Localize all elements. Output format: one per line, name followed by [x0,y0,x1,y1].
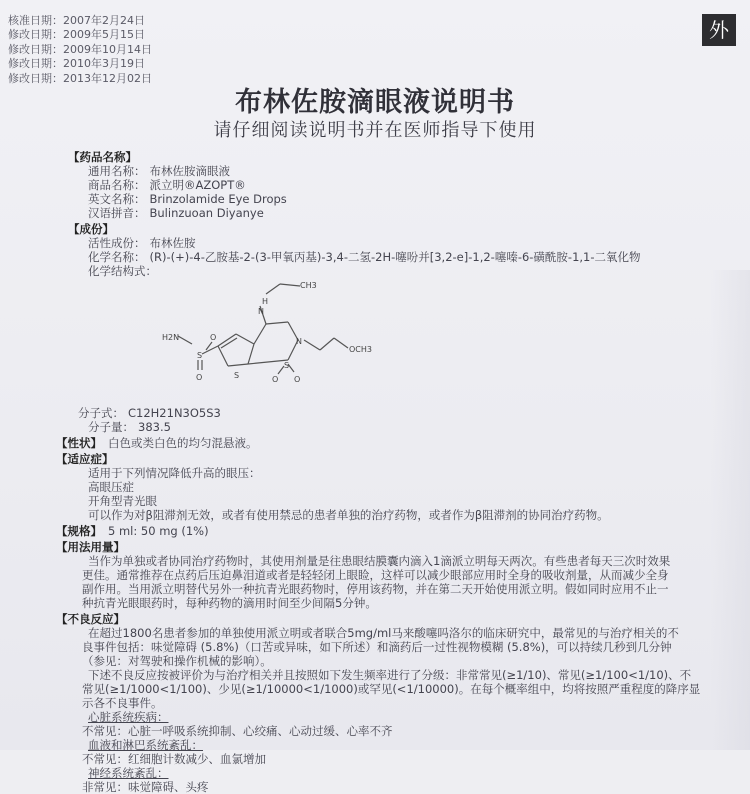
structure-atom-label: O [294,375,301,384]
adverse-line: 常见(≥1/1000<1/100)、少见(≥1/10000<1/1000)或罕见(<1/10000)。在每个概率组中，均将按照严重程度的降序显 [82,682,701,696]
field-value: 383.5 [138,420,171,434]
show-through-shadow [710,270,750,750]
adverse-group-title: 神经系统紊乱： [88,766,169,780]
structure-atom-label: S [234,371,240,380]
field-value: Brinzolamide Eye Drops [149,192,287,206]
chemical-name-row [68,250,720,264]
field-value: (R)-(+)-4-乙胺基-2-(3-甲氧丙基)-3,4-二氢-2H-噻吩并[3,2-e]-1,2-噻嗪-6-磺酰胺-1,1-二氧化物 [149,250,641,264]
molecular-weight-row [68,420,720,434]
spec-text: 5 ml: 50 mg (1%) [108,524,209,538]
revision-date: 核准日期：2007年2月24日 [8,14,145,27]
adverse-line: 在超过1800名患者参加的单独使用派立明或者联合5mg/ml马来酸噻吗洛尔的临床研究中，最常见的与治疗相关的不 [88,626,679,640]
leaflet-content [56,148,720,794]
chemical-structure [88,278,720,406]
field-label: 通用名称： [88,164,146,178]
structure-atom-label: S [284,361,290,370]
field-value: 布林佐胺滴眼液 [149,164,230,178]
adverse-line: 良事件包括：味觉障碍 (5.8%)（口苦或异味，如下所述）和滴药后一过性视物模糊 (5.8%)，可以持续几秒到几分钟 [82,640,672,654]
field-label: 分子式： [78,406,124,420]
adverse-line: 下述不良反应按被评价为与治疗相关并且按照如下发生频率进行了分级：非常常见(≥1/10)、常见(≥1/100<1/10)、不 [88,668,692,682]
indications-intro: 适用于下列情况降低升高的眼压： [88,466,261,480]
structure-atom-label: CH3 [300,281,317,290]
pinyin-name-row [68,206,720,220]
field-value: Bulinzuoan Diyanye [149,206,264,220]
field-label: 汉语拼音： [88,206,146,220]
revision-date: 修改日期：2010年3月19日 [8,57,145,71]
section-header-adverse: 【不良反应】 [56,612,125,626]
adverse-group-text: 不常见：红细胞计数减少、血氯增加 [82,752,266,766]
adverse-group-title: 心脏系统疾病： [88,710,169,724]
field-label: 化学结构式： [88,264,157,278]
structure-atom-label: OCH3 [349,345,372,354]
section-header-dosage: 【用法用量】 [56,540,125,554]
structure-atom-label: O [196,373,203,382]
indication-item: 高眼压症 [88,480,134,494]
revision-dates [8,14,152,86]
trade-name-row [68,178,720,192]
adverse-group-text: 非常见：味觉障碍、头疼 [82,780,209,794]
indications-extra: 可以作为对β阻滞剂无效，或者有使用禁忌的患者单独的治疗药物，或者作为β阻滞剂的协同治疗药物。 [88,508,609,522]
structure-diagram [148,274,388,402]
revision-date: 修改日期：2013年12月02日 [8,71,152,85]
generic-name-row [68,164,720,178]
english-name-row [68,192,720,206]
dosage-line: 更佳。通常推荐在点药后压迫鼻泪道或者是轻轻闭上眼睑，这样可以减少眼部应用时全身的吸收剂量，从而减少全身 [82,568,669,582]
field-label: 活性成份： [88,236,146,250]
structure-atom-label: N [296,337,302,346]
section-header-spec: 【规格】 [56,524,102,538]
adverse-line: 示各不良事件。 [82,696,163,710]
section-properties [56,436,720,450]
structure-atom-label: H [262,297,269,306]
field-value: C12H21N3O5S3 [128,406,221,420]
structure-atom-label: N [258,307,264,316]
revision-date: 修改日期：2009年10月14日 [8,42,152,56]
adverse-line: （参见：对驾驶和操作机械的影响）。 [82,654,272,668]
structure-atom-label: O [210,333,217,342]
field-value: 布林佐胺 [149,236,196,250]
structure-atom-label: S [197,351,203,360]
dosage-line: 种抗青光眼眼药时，每种药物的滴用时间至少间隔5分钟。 [82,596,377,610]
revision-date: 修改日期：2009年5月15日 [8,28,145,42]
section-header-drug-name: 【药品名称】 [68,150,137,164]
field-label: 英文名称： [88,192,146,206]
structure-atom-label: O [272,375,279,384]
dosage-line: 副作用。当用派立明替代另外一种抗青光眼药物时，停用该药物，并在第二天开始使用派立明。假如同时应用不止一 [82,582,669,596]
external-use-badge: 外 [702,14,736,46]
molecular-formula-row [68,406,720,420]
adverse-group-title: 血液和淋巴系统紊乱： [88,738,203,752]
section-header-indications: 【适应症】 [56,452,114,466]
dosage-line: 当作为单独或者协同治疗药物时，其使用剂量是往患眼结膜囊内滴入1滴派立明每天两次。有些患者每天三次时效果 [88,554,671,568]
section-spec [56,524,720,538]
properties-text: 白色或类白色的均匀混悬液。 [108,436,258,450]
section-header-composition: 【成份】 [68,222,114,236]
active-ingredient-row [68,236,720,250]
field-value: 派立明®AZOPT® [149,178,246,192]
structure-atom-label: H2N [162,333,180,342]
document-subtitle: 请仔细阅读说明书并在医师指导下使用 [213,120,537,141]
field-label: 分子量： [88,420,134,434]
document-title: 布林佐胺滴眼液说明书 [235,87,515,118]
section-header-properties: 【性状】 [56,436,102,450]
indication-item: 开角型青光眼 [88,494,157,508]
adverse-group-text: 不常见：心脏一呼吸系统抑制、心绞痛、心动过缓、心率不齐 [82,724,393,738]
field-label: 化学名称： [88,250,146,264]
field-label: 商品名称： [88,178,146,192]
